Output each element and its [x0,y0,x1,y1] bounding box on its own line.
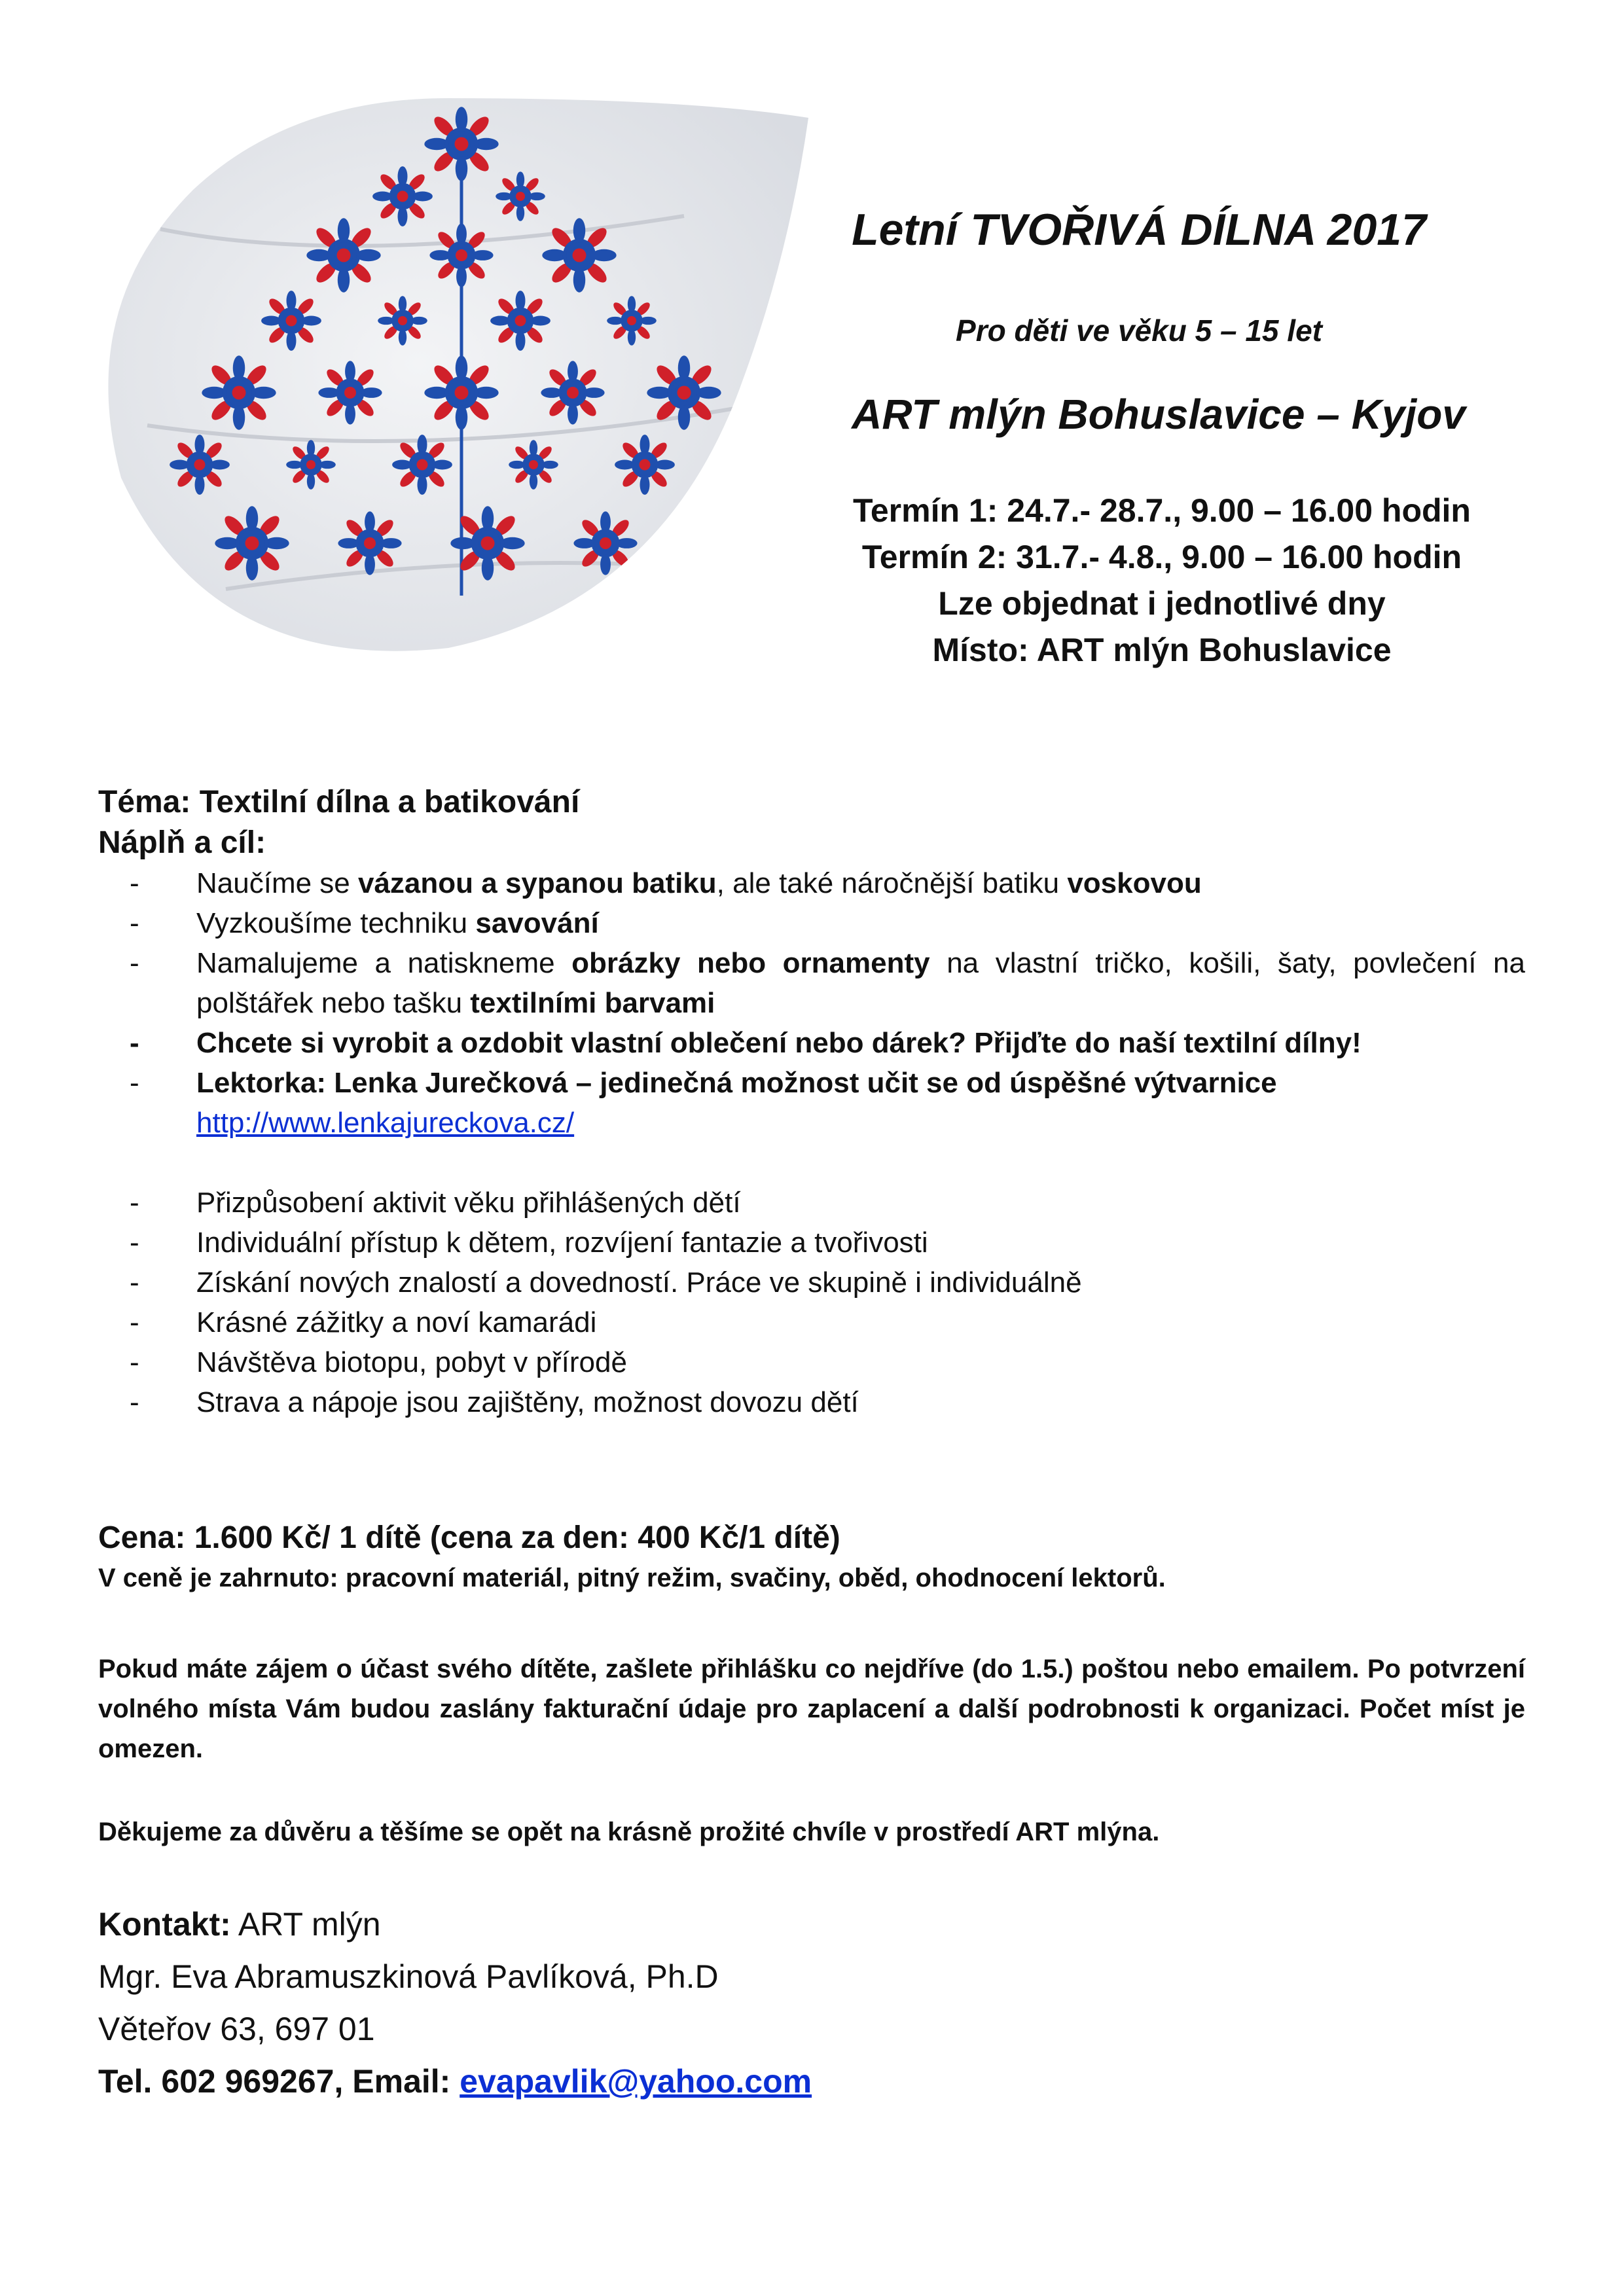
ornament-center [516,192,525,201]
list-item: - Strava a nápoje jsou zajištěny, možnost dovozu dětí [98,1382,1525,1422]
ornament-center [573,249,586,262]
thanks-note: Děkujeme za důvěru a těšíme se opět na krásně prožité chvíle v prostředí ART mlýna. [98,1818,1160,1846]
ornament-center [398,316,407,325]
list-item: - Vyzkoušíme techniku savování [98,903,1525,943]
benefits-list [98,1183,1525,1422]
list-item: - Naučíme se vázanou a sypanou batiku, ale také náročnější batiku voskovou [98,863,1525,903]
goal-heading: Náplň a cíl: [98,825,266,860]
price-included: V ceně je zahrnuto: pracovní materiál, pitný režim, svačiny, oběd, ohodnocení lektorů. [98,1564,1166,1592]
ornament-center [640,459,651,471]
embroidery-photo [95,98,815,687]
contact-org: ART mlýn [230,1906,381,1943]
ornament-center [456,249,467,261]
ornament-center [245,537,259,550]
ornament-center [194,459,206,471]
ornament-center [417,459,428,471]
ornament-center [481,537,495,550]
place: Místo: ART mlýn Bohuslavice [932,632,1392,668]
contact-label: Kontakt: [98,1906,231,1943]
single-days-note: Lze objednat i jednotlivé dny [938,585,1386,622]
age-range: Pro děti ve věku 5 – 15 let [956,314,1322,348]
list-item: - Přizpůsobení aktivit věku přihlášených dětí [98,1183,1525,1223]
term-1: Termín 1: 24.7.- 28.7., 9.00 – 16.00 hodin [853,492,1471,529]
list-item: - Namalujeme a natiskneme obrázky nebo ornamenty na vlastní tričko, košili, šaty, povlečení na polštářek nebo tašku textilními barvami [98,943,1525,1023]
ornament-center [344,387,356,399]
program-list [98,863,1525,1143]
contact-phone: Tel. 602 969267, Email: [98,2063,460,2100]
ornament-center [515,315,526,327]
lecturer-website-link[interactable]: http://www.lenkajureckova.cz/ [196,1107,575,1139]
ornament-center [567,387,579,399]
ornament-center [306,460,316,469]
list-item: - Krásné zážitky a noví kamarádi [98,1302,1525,1342]
contact-section [98,1898,1525,2108]
ornament-center [364,537,376,549]
price-line: Cena: 1.600 Kč/ 1 dítě (cena za den: 400 Kč/1 dítě) [98,1520,840,1555]
ornament-center [455,137,469,151]
term-2: Termín 2: 31.7.- 4.8., 9.00 – 16.00 hodin [861,539,1462,575]
ornament-center [286,315,297,327]
email-link[interactable]: evapavlik@yahoo.com [460,2063,812,2100]
list-item: - Chcete si vyrobit a ozdobit vlastní oblečení nebo dárek? Přijďte do naší textilní dílny! [98,1023,1525,1063]
application-note: Pokud máte zájem o účast svého dítěte, zašlete přihlášku co nejdříve (do 1.5.) poštou nebo emailem. Po potvrzení volného místa Vám budou zaslány fakturační údaje pro zaplacení a další podrobnosti k organizaci. Počet míst je omezen. [98,1655,1525,1763]
program-section [98,782,1525,1422]
contact-name: Mgr. Eva Abramuszkinová Pavlíková, Ph.D [98,1958,719,1995]
list-item: - Lektorka: Lenka Jurečková – jedinečná možnost učit se od úspěšné výtvarnice http://www.lenkajureckova.cz/ [98,1063,1525,1143]
ornament-center [397,191,408,202]
ornament-center [529,460,538,469]
ornament-center [337,249,351,262]
list-item: - Individuální přístup k dětem, rozvíjení fantazie a tvořivosti [98,1223,1525,1263]
ornament-center [677,386,691,400]
price-section [98,1517,1525,1597]
contact-address: Věteřov 63, 697 01 [98,2011,375,2047]
ornament-center [627,316,636,325]
ornament-center [455,386,469,400]
list-item: - Návštěva biotopu, pobyt v přírodě [98,1342,1525,1382]
ornament-center [600,537,611,549]
event-title: Letní TVOŘIVÁ DÍLNA 2017 [852,205,1426,255]
dates-block [785,488,1538,673]
topic-heading: Téma: Textilní dílna a batikování [98,785,580,819]
ornament-center [232,386,246,400]
list-item: - Získání nových znalostí a dovedností. Práce ve skupině i individuálně [98,1263,1525,1302]
venue-title: ART mlýn Bohuslavice – Kyjov [852,391,1466,438]
